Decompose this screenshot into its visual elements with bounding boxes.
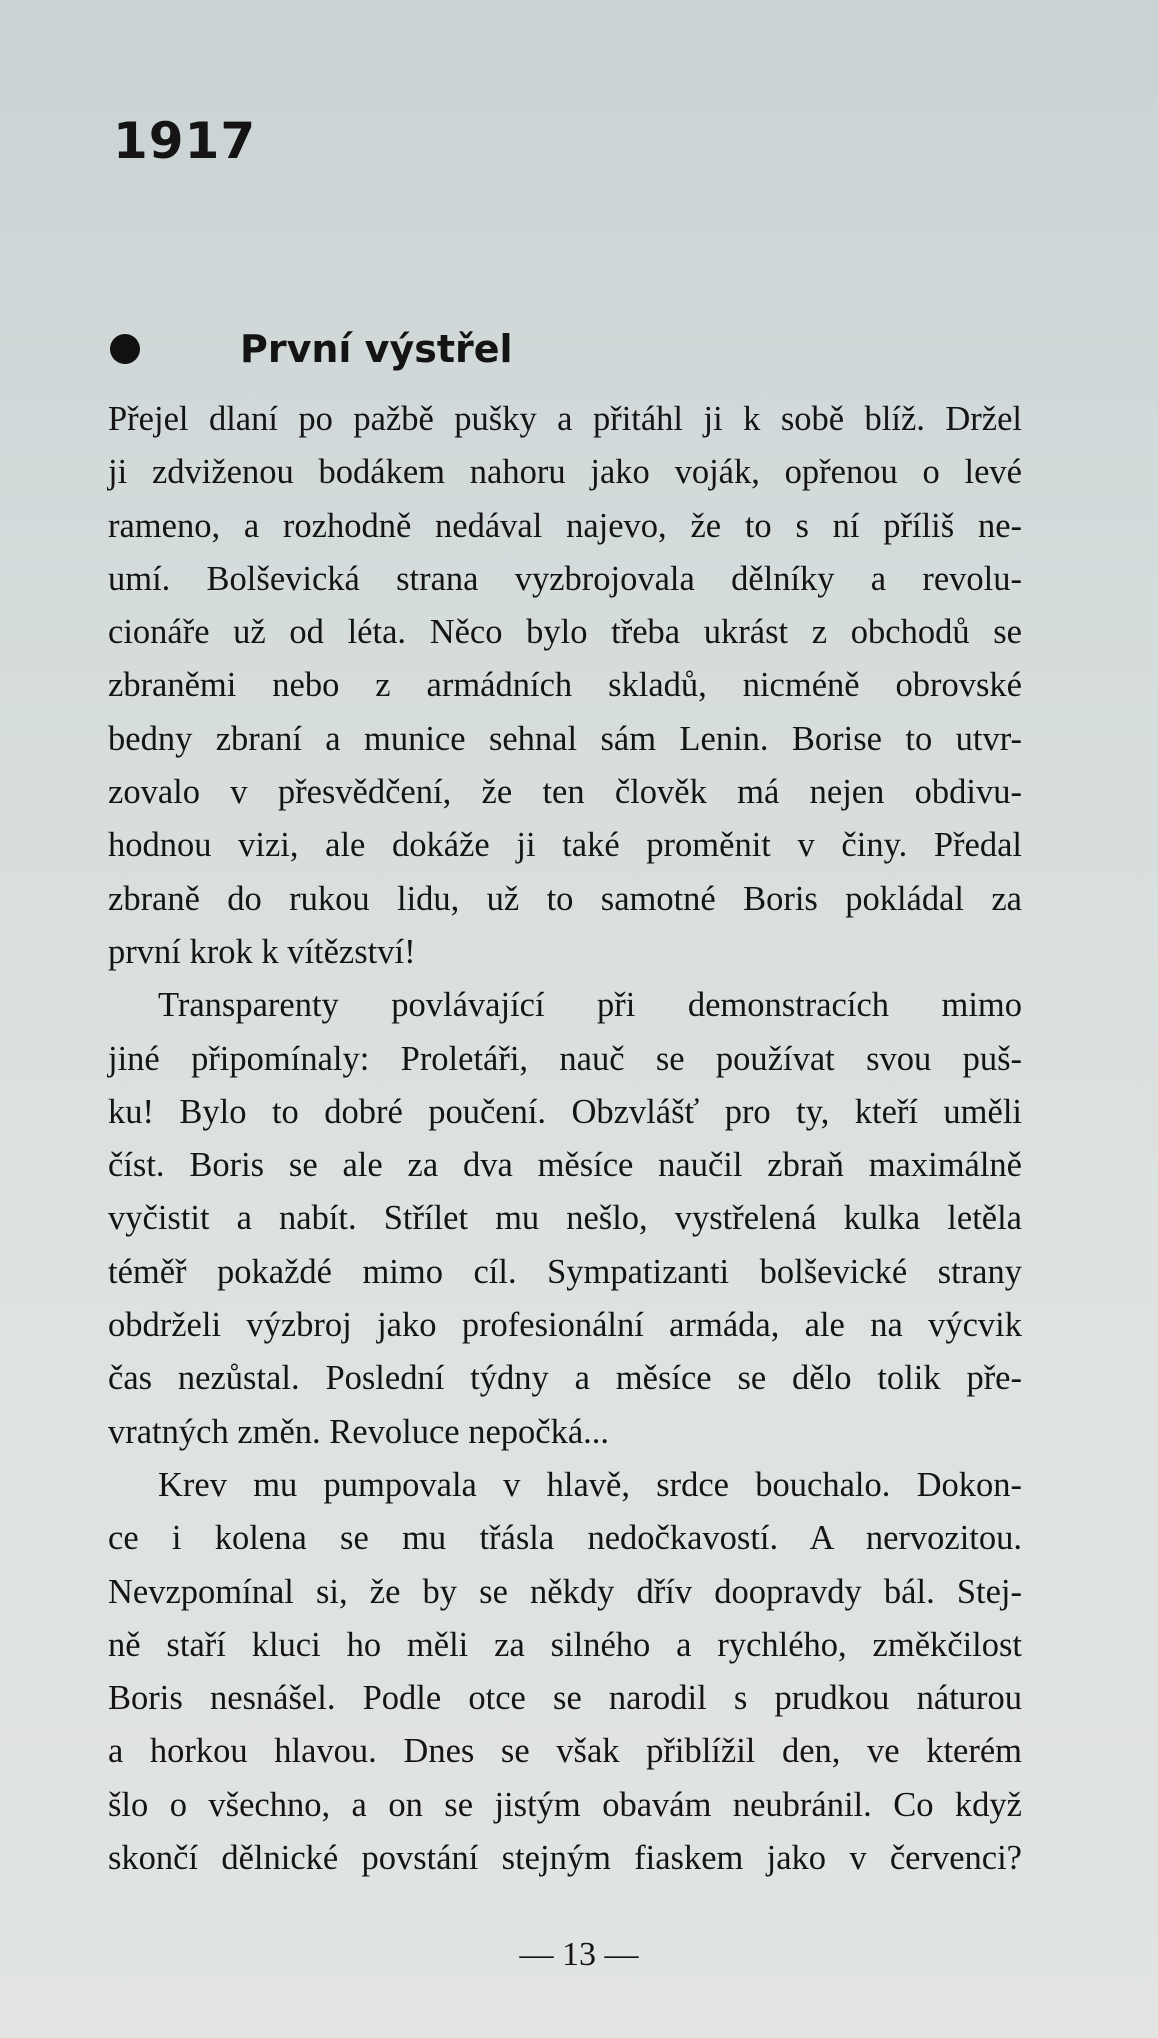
- text-line: zbraně do rukou lidu, už to samotné Boris pokládal za: [108, 879, 1022, 918]
- text-line: skončí dělnické povstání stejným fiaskem jako v červenci?: [108, 1839, 1022, 1878]
- section-title: První výstřel: [240, 327, 513, 371]
- text-line: první krok k vítězství!: [108, 932, 416, 971]
- text-line: umí. Bolševická strana vyzbrojovala dělníky a revolu-: [108, 559, 1022, 598]
- text-line: obdrželi výzbroj jako profesionální armáda, ale na výcvik: [108, 1306, 1022, 1345]
- text-line: bedny zbraní a munice sehnal sám Lenin. Borise to utvr-: [108, 719, 1022, 758]
- text-line: Přejel dlaní po pažbě pušky a přitáhl ji k sobě blíž. Držel: [108, 400, 1022, 438]
- text-line: jiné připomínaly: Proletáři, nauč se používat svou puš-: [108, 1039, 1022, 1078]
- text-line: čas nezůstal. Poslední týdny a měsíce se dělo tolik pře-: [108, 1359, 1022, 1398]
- text-line: číst. Boris se ale za dva měsíce naučil zbraň maximálně: [108, 1146, 1022, 1185]
- text-line: vyčistit a nabít. Střílet mu nešlo, vystřelená kulka letěla: [108, 1199, 1022, 1238]
- text-line: ji zdviženou bodákem nahoru jako voják, opřenou o levé: [108, 453, 1022, 492]
- body-text: [108, 393, 1022, 1885]
- text-line: zovalo v přesvědčení, že ten člověk má nejen obdivu-: [108, 773, 1022, 812]
- text-line: Boris nesnášel. Podle otce se narodil s prudkou náturou: [108, 1679, 1022, 1718]
- text-line: cionáře už od léta. Něco bylo třeba ukrást z obchodů se: [108, 613, 1022, 652]
- text-line: vratných změn. Revoluce nepočká...: [108, 1412, 610, 1451]
- text-line: hodnou vizi, ale dokáže ji také proměnit v činy. Předal: [108, 826, 1022, 865]
- text-line: téměř pokaždé mimo cíl. Sympatizanti bolševické strany: [108, 1252, 1022, 1291]
- text-line: Nevzpomínal si, že by se někdy dřív doopravdy bál. Stej-: [108, 1572, 1022, 1611]
- text-line: ku! Bylo to dobré poučení. Obzvlášť pro ty, kteří uměli: [108, 1092, 1022, 1131]
- text-line: zbraněmi nebo z armádních skladů, nicméně obrovské: [108, 666, 1022, 705]
- text-line: Transparenty povlávající při demonstracích mimo: [158, 986, 1022, 1025]
- bullet-icon: [110, 334, 140, 364]
- section-heading: [110, 327, 513, 371]
- chapter-year: 1917: [113, 112, 257, 170]
- text-line: ce i kolena se mu třásla nedočkavostí. A nervozitou.: [108, 1519, 1022, 1558]
- text-line: ně staří kluci ho měli za silného a rychlého, změkčilost: [108, 1625, 1022, 1664]
- text-line: rameno, a rozhodně nedával najevo, že to s ní příliš ne-: [108, 506, 1022, 545]
- text-line: a horkou hlavou. Dnes se však přiblížil den, ve kterém: [108, 1732, 1022, 1771]
- text-line: šlo o všechno, a on se jistým obavám neubránil. Co když: [108, 1785, 1022, 1824]
- page-number: — 13 —: [519, 1936, 639, 1973]
- text-line: Krev mu pumpovala v hlavě, srdce bouchalo. Dokon-: [158, 1465, 1022, 1504]
